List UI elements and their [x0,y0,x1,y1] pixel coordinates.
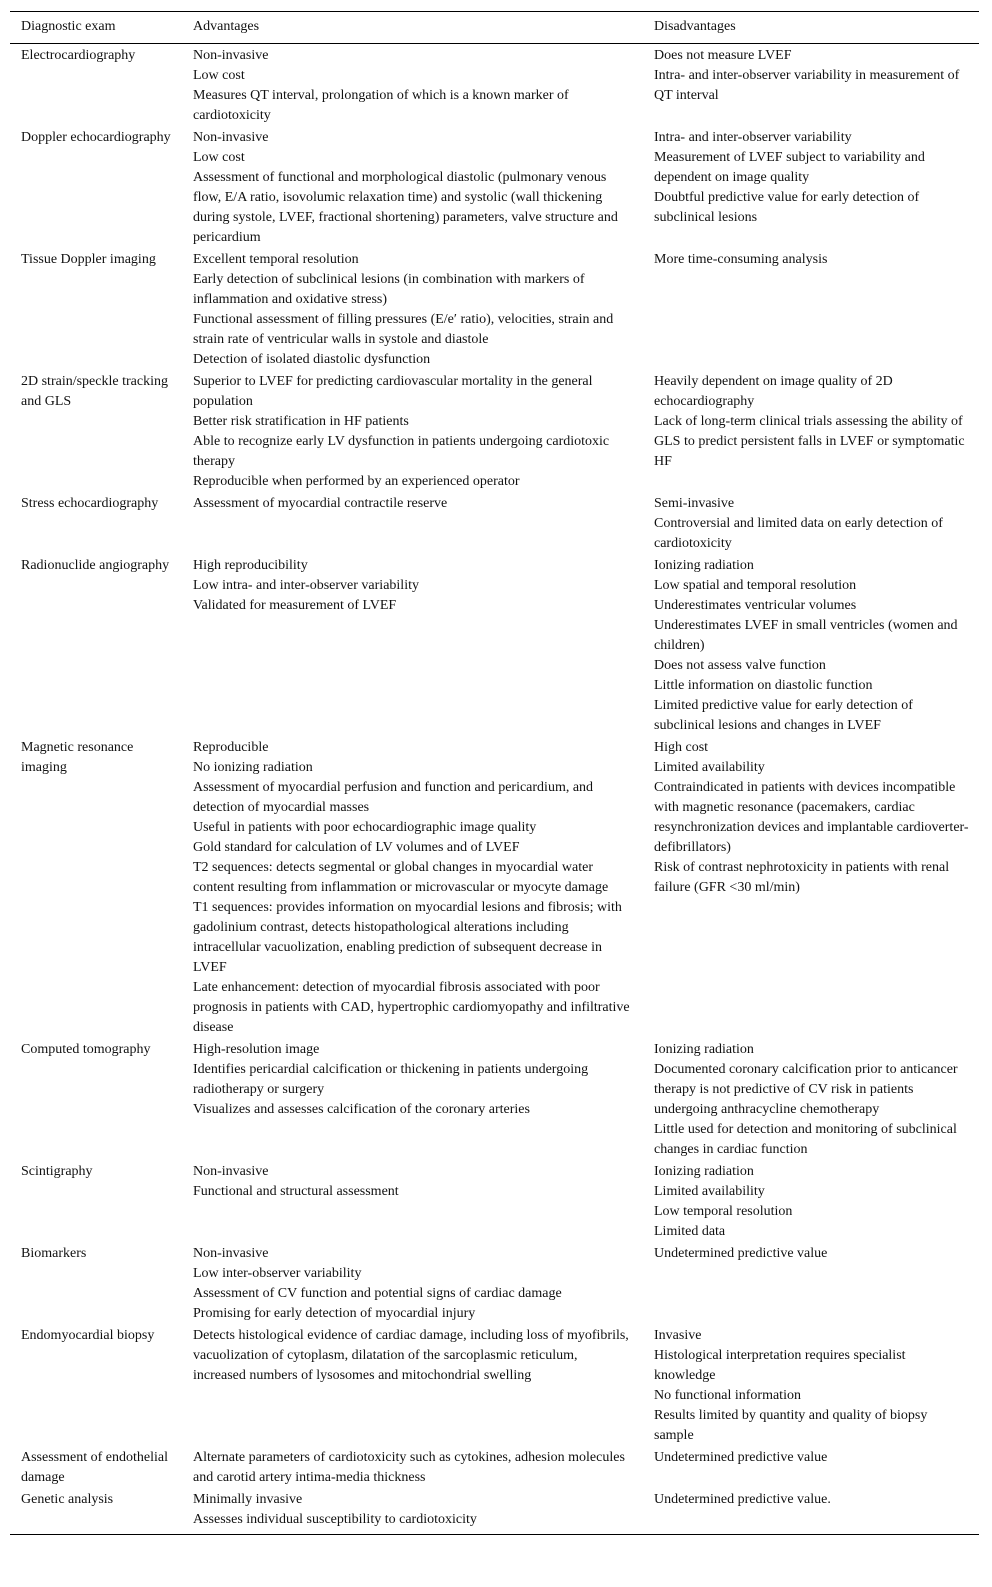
advantage-item: Detection of isolated diastolic dysfunction [193,352,431,367]
disadvantage-item: Heavily dependent on image quality of 2D echocardiography [654,374,893,409]
advantage-item: Non-invasive [193,48,269,63]
advantage-item: Non-invasive [193,1164,269,1179]
disadvantage-item: High cost [654,740,709,755]
advantage-item: No ionizing radiation [193,760,313,775]
advantage-item: Promising for early detection of myocardial injury [193,1306,476,1321]
advantages-cell [182,1039,643,1161]
advantage-item: Late enhancement: detection of myocardial fibrosis associated with poor prognosis in patients with CAD, hypertrophic cardiomyopathy and infiltrative disease [193,980,630,1035]
header-advantages: Advantages [193,19,260,34]
advantage-item: Low cost [193,150,245,165]
exam-cell: Stress echocardiography [21,496,159,511]
disadvantage-item: Contraindicated in patients with devices incompatible with magnetic resonance (pacemakers, cardiac resynchronization devices and implantable cardioverter-defibrillators) [654,780,969,855]
advantages-cell [182,371,643,493]
header-disadvantages: Disadvantages [654,19,736,34]
advantages-cell [182,44,643,128]
disadvantage-item: Limited availability [654,1184,765,1199]
exam-cell: Scintigraphy [21,1164,93,1179]
disadvantage-item: Limited predictive value for early detection of subclinical lesions and changes in LVEF [654,698,913,733]
disadvantage-item: Invasive [654,1328,702,1343]
table-row [10,555,979,737]
table-row [10,1161,979,1243]
disadvantages-cell [643,493,979,555]
header-row [10,12,979,44]
advantages-cell [182,249,643,371]
disadvantage-item: Ionizing radiation [654,1164,754,1179]
disadvantage-item: Semi-invasive [654,496,735,511]
disadvantage-item: Ionizing radiation [654,1042,754,1057]
advantage-item: Alternate parameters of cardiotoxicity such as cytokines, adhesion molecules and carotid artery intima-media thickness [193,1450,625,1485]
header-diagnostic-exam: Diagnostic exam [21,19,116,34]
diagnostic-exams-table [10,11,979,1535]
advantage-item: High-resolution image [193,1042,320,1057]
advantage-item: Better risk stratification in HF patients [193,414,409,429]
advantages-cell [182,1243,643,1325]
advantage-item: Validated for measurement of LVEF [193,598,397,613]
exam-cell: Computed tomography [21,1042,151,1057]
advantage-item: Superior to LVEF for predicting cardiovascular mortality in the general population [193,374,593,409]
disadvantages-cell [643,1489,979,1535]
disadvantages-cell [643,1243,979,1325]
table-row [10,493,979,555]
table-row [10,1243,979,1325]
disadvantage-item: Results limited by quantity and quality of biopsy sample [654,1408,928,1443]
advantage-item: T2 sequences: detects segmental or global changes in myocardial water content resulting from inflammation or microvascular or myocyte damage [193,860,609,895]
disadvantage-item: No functional information [654,1388,801,1403]
disadvantage-item: Intra- and inter-observer variability [654,130,852,145]
disadvantage-item: More time-consuming analysis [654,252,828,267]
exam-cell: Doppler echocardiography [21,130,171,145]
advantage-item: Assessment of CV function and potential signs of cardiac damage [193,1286,562,1301]
advantage-item: Low inter-observer variability [193,1266,362,1281]
advantage-item: Useful in patients with poor echocardiographic image quality [193,820,537,835]
disadvantages-cell [643,249,979,371]
disadvantage-item: Limited availability [654,760,765,775]
table-body [10,44,979,1535]
advantage-item: Detects histological evidence of cardiac damage, including loss of myofibrils, vacuolization of cytoplasm, dilatation of the sarcoplasmic reticulum, increased numbers of lysosomes and mitochondrial swelling [193,1328,629,1383]
advantage-item: T1 sequences: provides information on myocardial lesions and fibrosis; with gadolinium contrast, detects histopathological alterations including intracellular vacuolization, enabling prediction of subsequent decrease in LVEF [193,900,622,975]
disadvantage-item: Limited data [654,1224,726,1239]
disadvantage-item: Undetermined predictive value [654,1450,828,1465]
exam-cell: Electrocardiography [21,48,136,63]
disadvantage-item: Histological interpretation requires specialist knowledge [654,1348,906,1383]
advantage-item: Low cost [193,68,245,83]
advantages-cell [182,1325,643,1447]
disadvantage-item: Doubtful predictive value for early detection of subclinical lesions [654,190,920,225]
disadvantages-cell [643,1039,979,1161]
disadvantages-cell [643,1325,979,1447]
advantages-cell [182,1161,643,1243]
exam-cell: Endomyocardial biopsy [21,1328,155,1343]
exam-cell: Tissue Doppler imaging [21,252,156,267]
disadvantage-item: Underestimates LVEF in small ventricles (women and children) [654,618,958,653]
disadvantage-item: Risk of contrast nephrotoxicity in patients with renal failure (GFR <30 ml/min) [654,860,950,895]
advantage-item: Minimally invasive [193,1492,303,1507]
advantage-item: Non-invasive [193,1246,269,1261]
advantages-cell [182,1447,643,1489]
advantage-item: Gold standard for calculation of LV volumes and of LVEF [193,840,520,855]
disadvantage-item: Intra- and inter-observer variability in measurement of QT interval [654,68,960,103]
disadvantage-item: Undetermined predictive value. [654,1492,831,1507]
exam-cell: Magnetic resonance imaging [21,740,134,775]
advantage-item: Early detection of subclinical lesions (in combination with markers of inflammation and oxidative stress) [193,272,585,307]
table-row [10,127,979,249]
advantages-cell [182,1489,643,1535]
advantage-item: High reproducibility [193,558,308,573]
exam-cell: Radionuclide angiography [21,558,170,573]
advantage-item: Non-invasive [193,130,269,145]
advantage-item: Visualizes and assesses calcification of the coronary arteries [193,1102,530,1117]
disadvantages-cell [643,371,979,493]
advantages-cell [182,737,643,1039]
disadvantage-item: Little used for detection and monitoring of subclinical changes in cardiac function [654,1122,957,1157]
advantages-cell [182,127,643,249]
disadvantage-item: Documented coronary calcification prior to anticancer therapy is not predictive of CV risk in patients undergoing anthracycline chemotherapy [654,1062,958,1117]
disadvantages-cell [643,44,979,128]
disadvantages-cell [643,1161,979,1243]
disadvantages-cell [643,555,979,737]
disadvantage-item: Ionizing radiation [654,558,754,573]
table-row [10,249,979,371]
advantages-cell [182,555,643,737]
advantage-item: Low intra- and inter-observer variability [193,578,419,593]
disadvantages-cell [643,737,979,1039]
disadvantage-item: Low spatial and temporal resolution [654,578,857,593]
table-row [10,1489,979,1535]
disadvantages-cell [643,127,979,249]
disadvantage-item: Measurement of LVEF subject to variability and dependent on image quality [654,150,925,185]
table-row [10,44,979,128]
disadvantage-item: Little information on diastolic function [654,678,873,693]
advantage-item: Assessment of myocardial contractile reserve [193,496,448,511]
disadvantage-item: Does not measure LVEF [654,48,792,63]
disadvantage-item: Low temporal resolution [654,1204,793,1219]
advantages-cell [182,493,643,555]
disadvantage-item: Controversial and limited data on early detection of cardiotoxicity [654,516,943,551]
advantage-item: Functional and structural assessment [193,1184,399,1199]
table-row [10,1447,979,1489]
exam-cell: Assessment of endothelial damage [21,1450,168,1485]
advantage-item: Assessment of functional and morphological diastolic (pulmonary venous flow, E/A ratio, isovolumic relaxation time) and systolic (wall thickening during systole, LVEF, fractional shortening) parameters, valve structure and pericardium [193,170,618,245]
table-header [10,12,979,44]
disadvantage-item: Underestimates ventricular volumes [654,598,857,613]
advantage-item: Reproducible [193,740,269,755]
disadvantage-item: Does not assess valve function [654,658,826,673]
exam-cell: Genetic analysis [21,1492,114,1507]
table-row [10,371,979,493]
advantage-item: Assessment of myocardial perfusion and function and pericardium, and detection of myocardial masses [193,780,594,815]
disadvantages-cell [643,1447,979,1489]
advantage-item: Assesses individual susceptibility to cardiotoxicity [193,1512,477,1527]
exam-cell: 2D strain/speckle tracking and GLS [21,374,168,409]
exam-cell: Biomarkers [21,1246,87,1261]
table-row [10,1039,979,1161]
advantage-item: Functional assessment of filling pressures (E/e′ ratio), velocities, strain and strain rate of ventricular walls in systole and diastole [193,312,614,347]
table-row [10,1325,979,1447]
advantage-item: Reproducible when performed by an experienced operator [193,474,520,489]
advantage-item: Identifies pericardial calcification or thickening in patients undergoing radiotherapy or surgery [193,1062,589,1097]
advantage-item: Able to recognize early LV dysfunction in patients undergoing cardiotoxic therapy [193,434,610,469]
disadvantage-item: Undetermined predictive value [654,1246,828,1261]
advantage-item: Measures QT interval, prolongation of which is a known marker of cardiotoxicity [193,88,569,123]
disadvantage-item: Lack of long-term clinical trials assessing the ability of GLS to predict persistent falls in LVEF or symptomatic HF [654,414,965,469]
table-row [10,737,979,1039]
advantage-item: Excellent temporal resolution [193,252,359,267]
